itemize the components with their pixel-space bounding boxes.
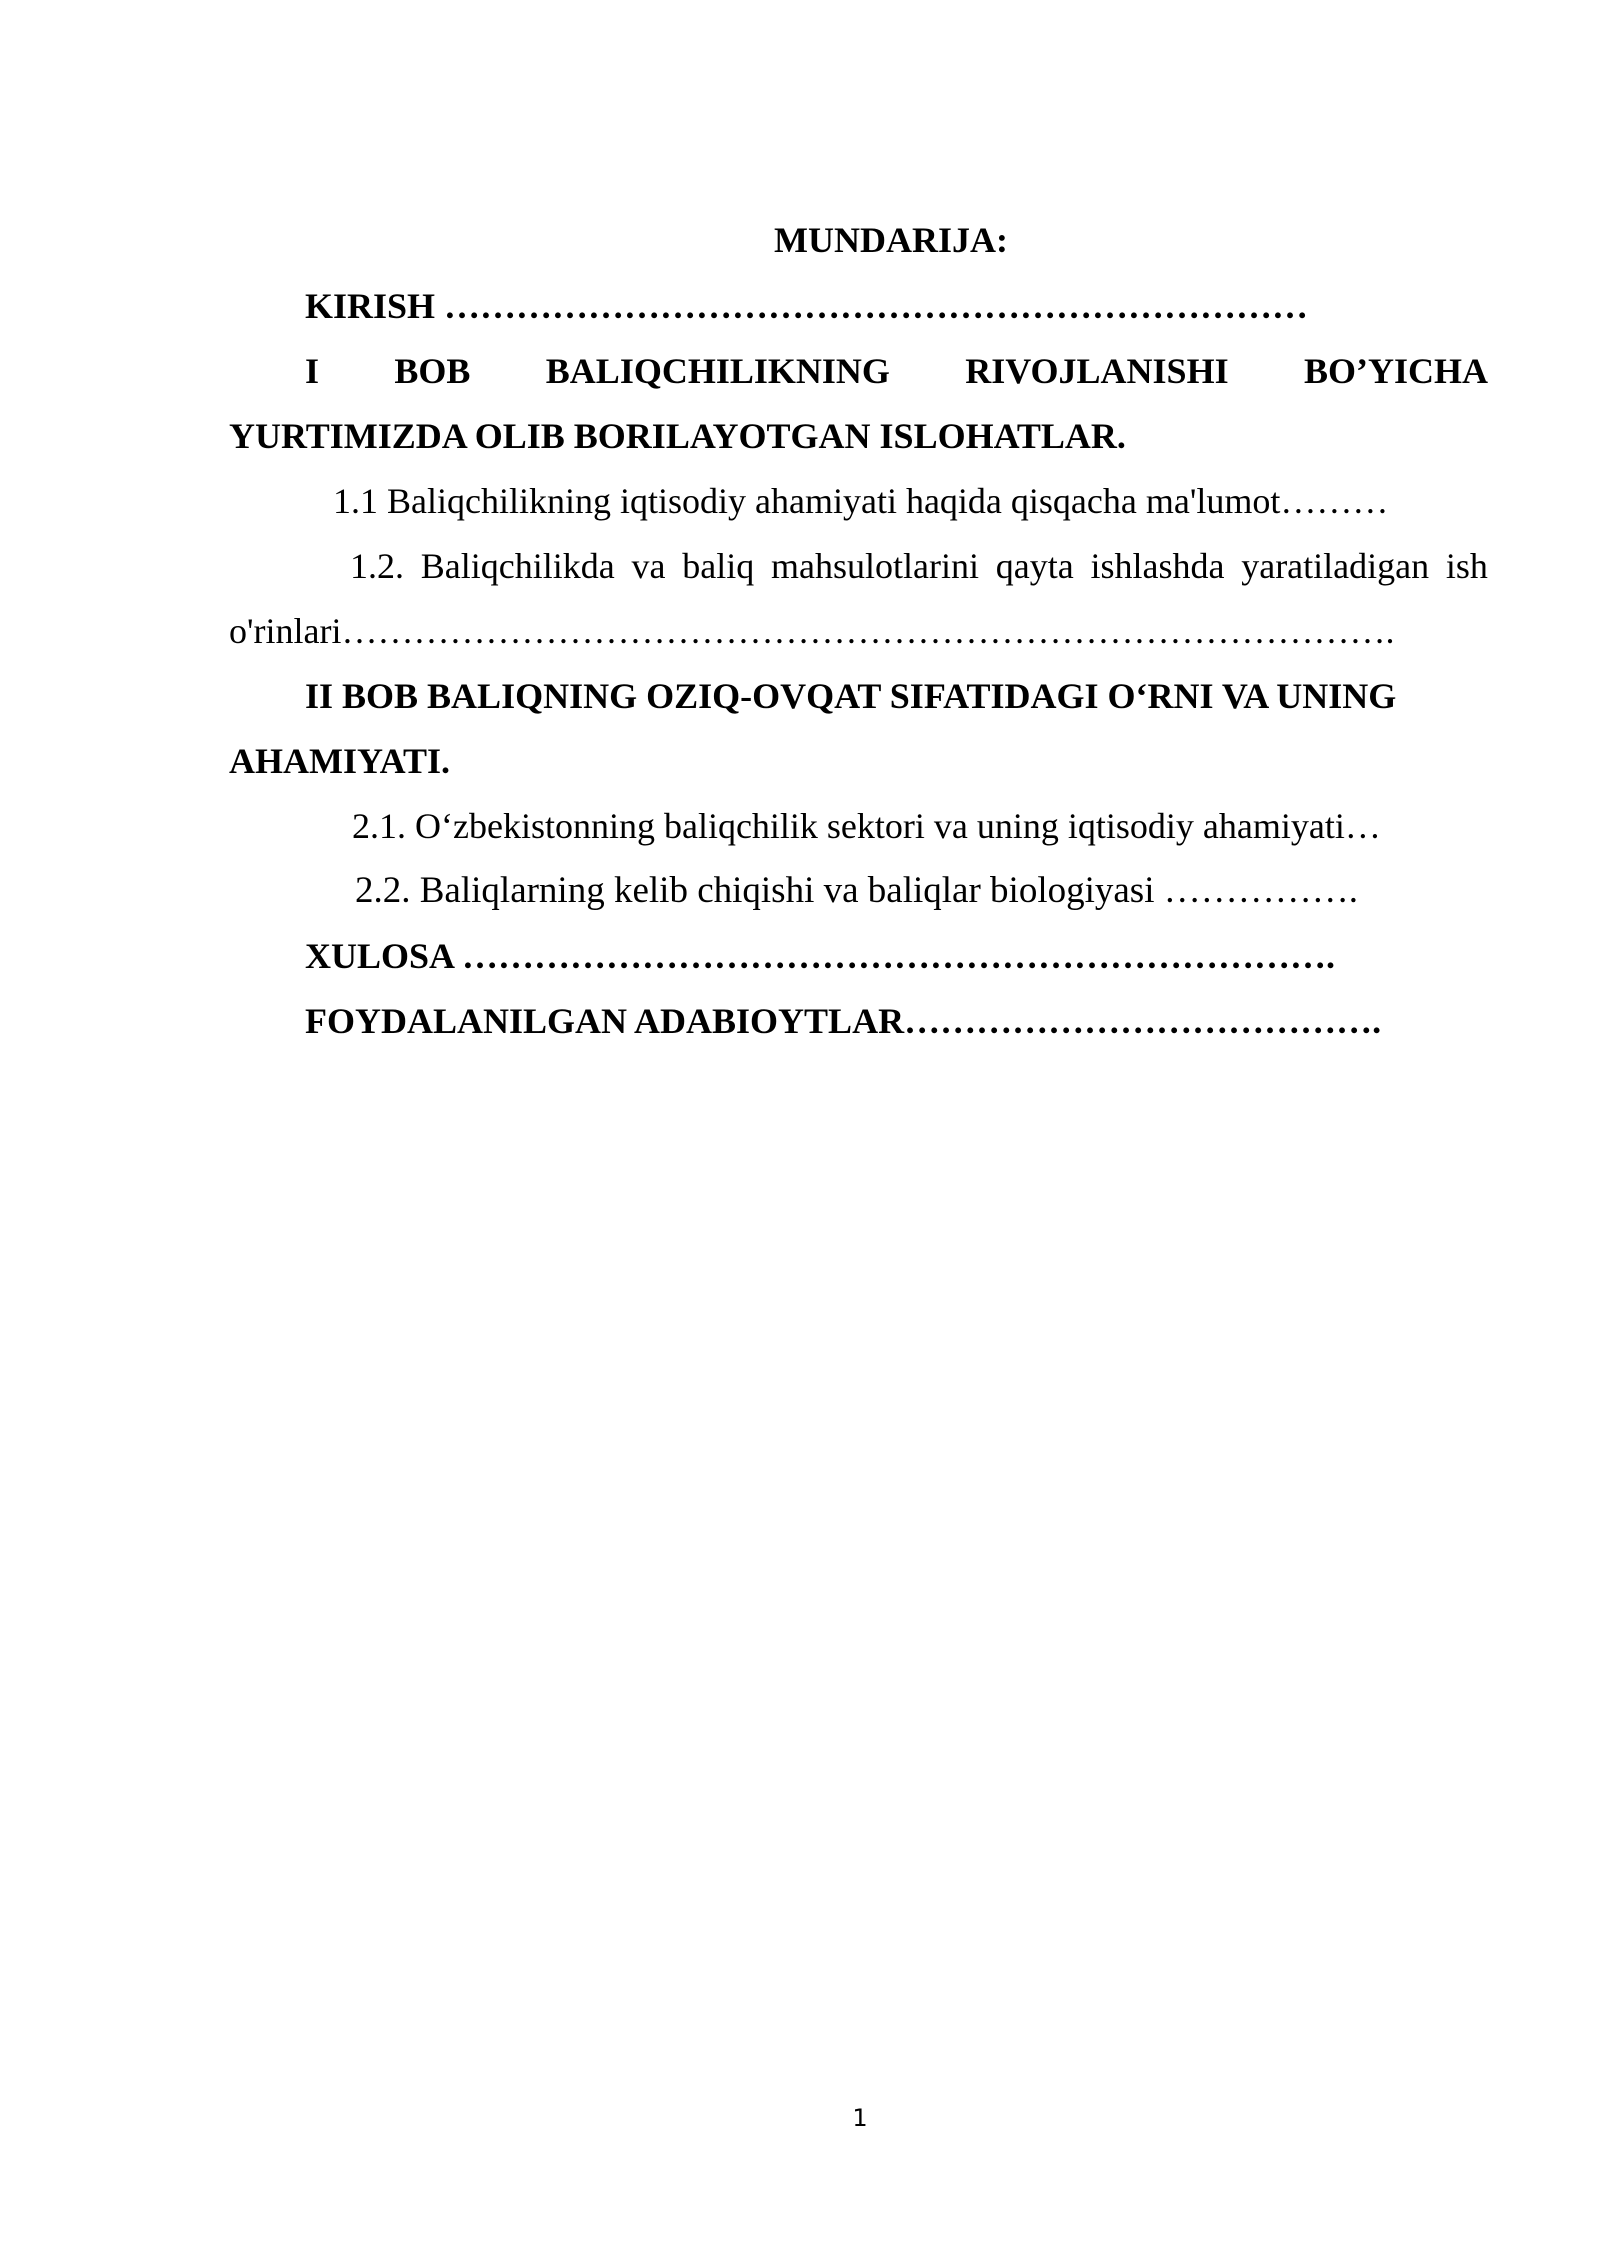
toc-entry-bob2-line2: AHAMIYATI. xyxy=(229,741,451,781)
toc-word: baliq xyxy=(682,546,755,586)
toc-entry-bob1-line1 xyxy=(305,349,1488,393)
toc-word: BOB xyxy=(394,351,471,391)
toc-entry-bob2-line1: II BOB BALIQNING OZIQ-OVQAT SIFATIDAGI O‘RNI VA UNING xyxy=(305,676,1397,716)
toc-word: 1.2. xyxy=(350,546,404,586)
toc-word: qayta xyxy=(995,546,1074,586)
toc-entry-1-2-line1 xyxy=(350,544,1488,588)
toc-word: ishlashda xyxy=(1090,546,1225,586)
toc-word: BO’YICHA xyxy=(1303,351,1488,391)
toc-title: MUNDARIJA: xyxy=(774,220,1008,260)
toc-word: RIVOJLANISHI xyxy=(965,351,1229,391)
toc-word: mahsulotlarini xyxy=(771,546,979,586)
toc-word: BALIQCHILIKNING xyxy=(545,351,890,391)
toc-word: yaratiladigan xyxy=(1241,546,1430,586)
toc-entry-1-2-line2: o'rinlari……………………………………………………………………………. xyxy=(229,611,1395,651)
toc-entry-kirish: KIRISH ……………………………………………………………… xyxy=(305,286,1309,326)
toc-entry-2-1: 2.1. O‘zbekistonning baliqchilik sektori va uning iqtisodiy ahamiyati… xyxy=(352,806,1381,846)
page-number: 1 xyxy=(852,2104,868,2132)
toc-entry-bob1-line2: YURTIMIZDA OLIB BORILAYOTGAN ISLOHATLAR. xyxy=(229,416,1126,456)
toc-entry-2-2: 2.2. Baliqlarning kelib chiqishi va baliqlar biologiyasi ……………. xyxy=(355,870,1358,911)
toc-entry-adabiyotlar: FOYDALANILGAN ADABIOYTLAR…………………………………. xyxy=(305,1001,1382,1041)
toc-word: ish xyxy=(1445,546,1488,586)
toc-entry-xulosa: XULOSA ………………………………………………………………. xyxy=(305,936,1336,976)
toc-word: va xyxy=(631,546,666,586)
toc-word: Baliqchilikda xyxy=(420,546,615,586)
toc-word: I xyxy=(305,351,320,391)
toc-entry-1-1: 1.1 Baliqchilikning iqtisodiy ahamiyati haqida qisqacha ma'lumot……… xyxy=(333,481,1389,521)
